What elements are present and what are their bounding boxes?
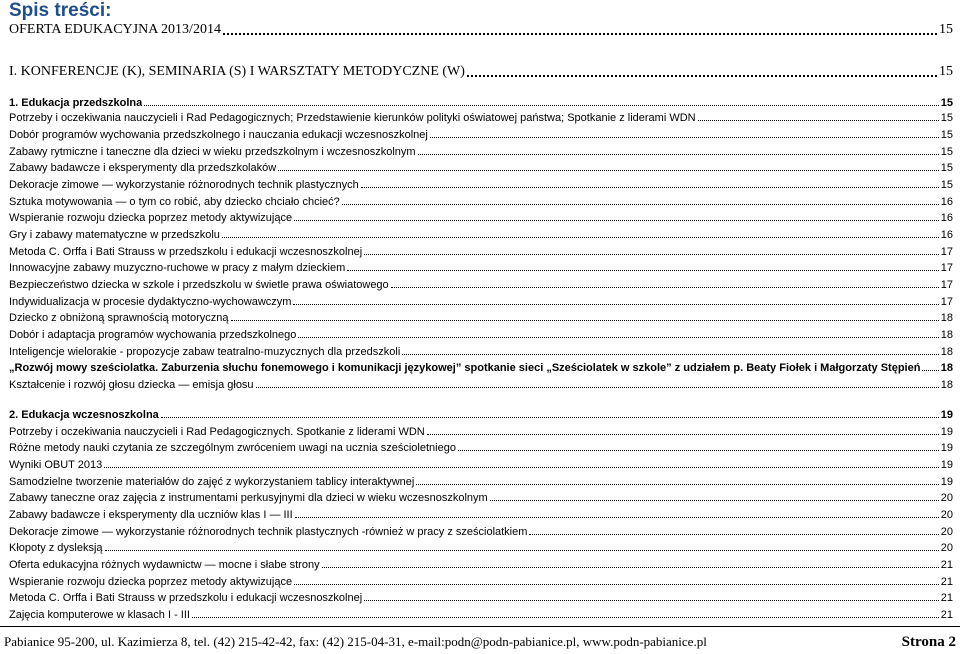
toc-leader-dots xyxy=(222,237,939,238)
toc-entry-label: Dekoracje zimowe — wykorzystanie różnorodnych technik plastycznych xyxy=(9,179,359,191)
toc-entry-page: 17 xyxy=(940,246,953,258)
toc-entry-page: 21 xyxy=(940,592,953,604)
toc-entry-label: Gry i zabawy matematyczne w przedszkolu xyxy=(9,229,220,241)
toc-entry-label: Metoda C. Orffa i Bati Strauss w przedszkolu i edukacji wczesnoszkolnej xyxy=(9,592,363,604)
toc-leader-dots xyxy=(529,534,938,535)
toc-entry-label: Bezpieczeństwo dziecka w szkole i przedszkolu w świetle prawa oświatowego xyxy=(9,279,389,291)
toc-leader-dots xyxy=(364,254,939,255)
toc-entry-page: 15 xyxy=(940,146,953,158)
toc-entry-label: Indywidualizacja w procesie dydaktyczno-wychowawczym xyxy=(9,296,292,308)
toc-leader-dots xyxy=(294,584,939,585)
toc-entry-label: Różne metody nauki czytania ze szczególnym zwróceniem uwagi na ucznia sześcioletniego xyxy=(9,442,456,454)
footer-divider xyxy=(0,626,960,627)
toc-entry[interactable] xyxy=(9,609,953,621)
toc-entry[interactable] xyxy=(9,576,953,588)
toc-entry-label: „Rozwój mowy sześciolatka. Zaburzenia słuchu fonemowego i komunikacji językowej” spotkanie sieci „Sześciolatek w szkole” z udziałem p. Beaty Fiołek i Małgorzaty Stępień xyxy=(9,362,921,374)
page-footer xyxy=(4,634,956,651)
toc-leader-dots xyxy=(161,417,939,418)
toc-entry-label: Zabawy badawcze i eksperymenty dla przedszkolaków xyxy=(9,162,277,174)
toc-entry[interactable] xyxy=(9,22,953,38)
toc-entry[interactable] xyxy=(9,129,953,141)
toc-entry-label: Zabawy rytmiczne i taneczne dla dzieci w wieku przedszkolnym i wczesnoszkolnym xyxy=(9,146,416,158)
toc-entry[interactable] xyxy=(9,329,953,341)
toc-leader-dots xyxy=(322,567,939,568)
toc-entry-page: 17 xyxy=(940,296,953,308)
toc-leader-dots xyxy=(391,287,939,288)
toc-leader-dots xyxy=(223,33,937,35)
toc-entry-label: Metoda C. Orffa i Bati Strauss w przedszkolu i edukacji wczesnoszkolnej xyxy=(9,246,363,258)
toc-entry-label: Innowacyjne zabawy muzyczno-ruchowe w pracy z małym dzieckiem xyxy=(9,262,346,274)
toc-entry-label: Zabawy badawcze i eksperymenty dla uczniów klas I — III xyxy=(9,509,293,521)
toc-entry-label: Zabawy taneczne oraz zajęcia z instrumentami perkusyjnymi dla dzieci w wieku wczesnoszkolnym xyxy=(9,492,488,504)
toc-leader-dots xyxy=(922,370,938,371)
toc-entry[interactable] xyxy=(9,409,953,421)
toc-entry-page: 16 xyxy=(940,229,953,241)
toc-entry-label: Wspieranie rozwoju dziecka poprzez metody aktywizujące xyxy=(9,212,293,224)
toc-entry-label: Dekoracje zimowe — wykorzystanie różnorodnych technik plastycznych -również w pracy z sześciolatkiem xyxy=(9,526,528,538)
toc-entry-page: 18 xyxy=(940,329,953,341)
toc-entry[interactable] xyxy=(9,312,953,324)
toc-entry[interactable] xyxy=(9,526,953,538)
toc-entry-label: Inteligencje wielorakie - propozycje zabaw teatralno-muzycznych dla przedszkoli xyxy=(9,346,401,358)
toc-entry-page: 19 xyxy=(940,409,953,421)
toc-leader-dots xyxy=(458,450,939,451)
toc-entry[interactable] xyxy=(9,162,953,174)
toc-entry-label: Kształcenie i rozwój głosu dziecka — emisja głosu xyxy=(9,379,254,391)
toc-leader-dots xyxy=(104,467,939,468)
toc-entry[interactable] xyxy=(9,112,953,124)
toc-entry[interactable] xyxy=(9,229,953,241)
toc-entry[interactable] xyxy=(9,442,953,454)
toc-leader-dots xyxy=(364,600,939,601)
toc-leader-dots xyxy=(295,517,939,518)
toc-leader-dots xyxy=(427,434,939,435)
toc-entry-label: I. KONFERENCJE (K), SEMINARIA (S) I WARSZTATY METODYCZNE (W) xyxy=(9,64,465,79)
toc-entry-page: 18 xyxy=(940,312,953,324)
toc-entry-page: 21 xyxy=(940,559,953,571)
toc-entry-page: 16 xyxy=(940,196,953,208)
toc-leader-dots xyxy=(342,204,939,205)
toc-entry[interactable] xyxy=(9,362,953,374)
toc-entry-label: Potrzeby i oczekiwania nauczycieli i Rad Pedagogicznych. Spotkanie z liderami WDN xyxy=(9,426,425,438)
toc-entry-page: 16 xyxy=(940,212,953,224)
toc-leader-dots xyxy=(294,220,939,221)
toc-entry-page: 19 xyxy=(940,459,953,471)
toc-entry-label: Kłopoty z dysleksją xyxy=(9,542,103,554)
toc-entry-label: OFERTA EDUKACYJNA 2013/2014 xyxy=(9,22,221,37)
toc-entry-page: 19 xyxy=(940,442,953,454)
toc-leader-dots xyxy=(347,270,939,271)
toc-entry[interactable] xyxy=(9,476,953,488)
toc-entry-page: 15 xyxy=(940,97,953,109)
toc-entry-label: Dobór programów wychowania przedszkolnego i nauczania edukacji wczesnoszkolnej xyxy=(9,129,428,141)
toc-entry-page: 17 xyxy=(940,262,953,274)
toc-entry-label: 2. Edukacja wczesnoszkolna xyxy=(9,409,159,421)
toc-entry[interactable] xyxy=(9,459,953,471)
toc-entry-page: 15 xyxy=(939,64,953,79)
toc-entry-label: 1. Edukacja przedszkolna xyxy=(9,97,143,109)
toc-entry-label: Wyniki OBUT 2013 xyxy=(9,459,103,471)
toc-entry-page: 15 xyxy=(940,179,953,191)
toc-entry-label: Oferta edukacyjna różnych wydawnictw — mocne i słabe strony xyxy=(9,559,320,571)
toc-entry-page: 15 xyxy=(940,162,953,174)
toc-entry-page: 17 xyxy=(940,279,953,291)
toc-leader-dots xyxy=(192,617,939,618)
toc-entry-page: 15 xyxy=(940,129,953,141)
toc-leader-dots xyxy=(402,354,938,355)
toc-entry[interactable] xyxy=(9,492,953,504)
toc-entry[interactable] xyxy=(9,426,953,438)
toc-entry[interactable] xyxy=(9,97,953,109)
toc-leader-dots xyxy=(144,105,938,106)
toc-entry[interactable] xyxy=(9,346,953,358)
toc-leader-dots xyxy=(105,550,939,551)
toc-entry-page: 20 xyxy=(940,526,953,538)
toc-entry-page: 20 xyxy=(940,542,953,554)
toc-entry-page: 20 xyxy=(940,492,953,504)
toc-entry[interactable] xyxy=(9,542,953,554)
toc-leader-dots xyxy=(430,137,939,138)
toc-entry[interactable] xyxy=(9,146,953,158)
page-title: Spis treści: xyxy=(9,0,112,21)
toc-entry[interactable] xyxy=(9,379,953,391)
toc-entry-label: Sztuka motywowania — o tym co robić, aby dziecko chciało chcieć? xyxy=(9,196,340,208)
toc-leader-dots xyxy=(418,154,939,155)
toc-entry[interactable] xyxy=(9,592,953,604)
toc-entry-page: 18 xyxy=(940,362,953,374)
toc-leader-dots xyxy=(698,120,939,121)
toc-leader-dots xyxy=(467,75,937,77)
toc-entry[interactable] xyxy=(9,279,953,291)
toc-leader-dots xyxy=(256,387,939,388)
toc-entry-page: 19 xyxy=(940,426,953,438)
toc-entry[interactable] xyxy=(9,196,953,208)
toc-entry[interactable] xyxy=(9,262,953,274)
toc-entry-label: Wspieranie rozwoju dziecka poprzez metody aktywizujące xyxy=(9,576,293,588)
toc-entry[interactable] xyxy=(9,509,953,521)
toc-entry[interactable] xyxy=(9,296,953,308)
toc-entry-page: 18 xyxy=(940,346,953,358)
toc-leader-dots xyxy=(278,170,939,171)
toc-leader-dots xyxy=(416,484,938,485)
toc-leader-dots xyxy=(490,500,939,501)
toc-entry-label: Dziecko z obniżoną sprawnością motoryczną xyxy=(9,312,229,324)
toc-entry-page: 21 xyxy=(940,576,953,588)
toc-entry-label: Potrzeby i oczekiwania nauczycieli i Rad Pedagogicznych; Przedstawienie kierunków polityki oświatowej państwa; Spotkanie z liderami WDN xyxy=(9,112,696,124)
toc-entry-page: 19 xyxy=(940,476,953,488)
toc-entry[interactable] xyxy=(9,246,953,258)
toc-entry-page: 18 xyxy=(940,379,953,391)
toc-entry-page: 20 xyxy=(940,509,953,521)
toc-entry-label: Zajęcia komputerowe w klasach I - III xyxy=(9,609,190,621)
toc-entry-page: 15 xyxy=(940,112,953,124)
toc-entry[interactable] xyxy=(9,179,953,191)
toc-entry-label: Samodzielne tworzenie materiałów do zajęć z wykorzystaniem tablicy interaktywnej xyxy=(9,476,415,488)
toc-leader-dots xyxy=(361,187,939,188)
toc-entry[interactable] xyxy=(9,64,953,80)
page-number: Strona 2 xyxy=(901,634,956,650)
footer-address: Pabianice 95-200, ul. Kazimierza 8, tel. (42) 215-42-42, fax: (42) 215-04-31, e-mail:podn@podn-pabianice.pl, www.podn-pabianice.pl xyxy=(4,634,707,649)
toc-leader-dots xyxy=(293,304,938,305)
toc-leader-dots xyxy=(298,337,938,338)
toc-entry[interactable] xyxy=(9,212,953,224)
toc-entry-page: 15 xyxy=(939,22,953,37)
toc-entry[interactable] xyxy=(9,559,953,571)
toc-entry-page: 21 xyxy=(940,609,953,621)
toc-entry-label: Dobór i adaptacja programów wychowania przedszkolnego xyxy=(9,329,297,341)
toc-leader-dots xyxy=(231,320,939,321)
